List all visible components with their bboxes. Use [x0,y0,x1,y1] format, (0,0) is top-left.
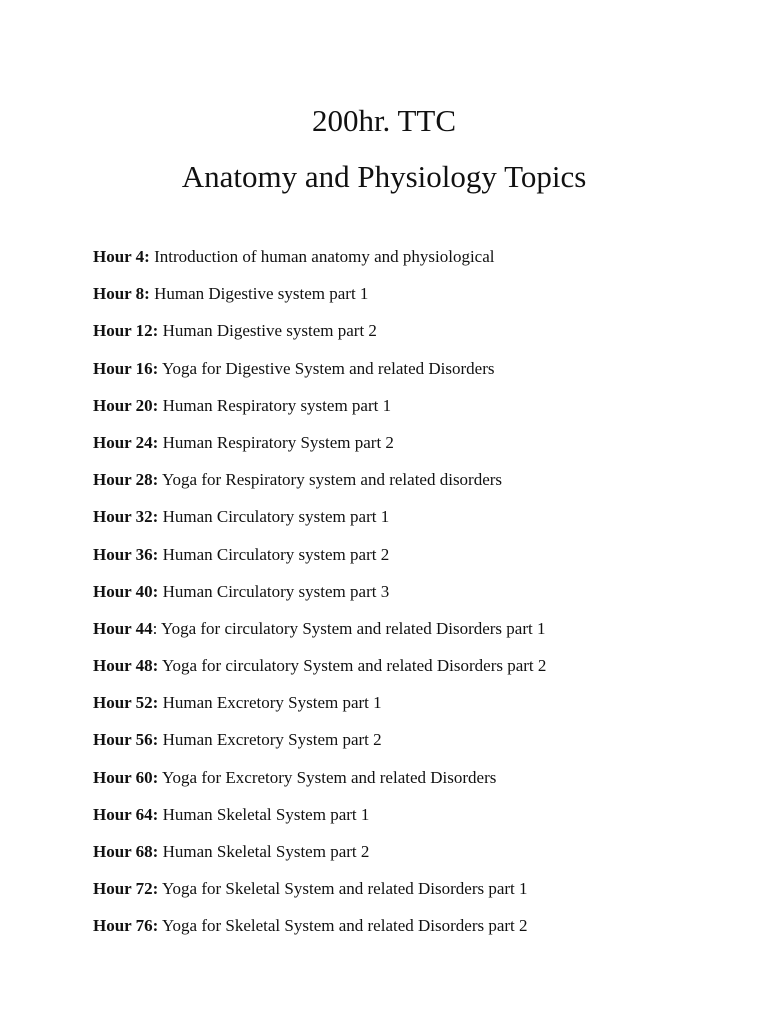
hour-label: Hour 12: [93,321,159,341]
list-item [93,729,546,766]
topic-text: Yoga for Skeletal System and related Disorders part 1 [158,879,528,899]
hour-label: Hour 8: [93,284,150,304]
hour-label: Hour 60: [93,767,159,787]
hour-label: Hour 40: [93,581,159,601]
list-item [93,655,546,692]
topic-text: Yoga for Digestive System and related Disorders [158,358,495,378]
topic-text: Yoga for Respiratory system and related disorders [158,470,503,490]
topic-text: Human Skeletal System part 2 [158,842,370,861]
hour-label: Hour 48: [93,656,159,676]
topic-text: Human Excretory System part 2 [158,730,382,750]
topic-text: Human Circulatory system part 1 [158,507,390,527]
hour-label: Hour 64: [93,804,159,824]
list-item [93,618,546,655]
page-title: 200hr. TTC [311,103,457,138]
list-item [93,506,546,543]
topic-text: Human Respiratory System part 2 [158,432,394,452]
topic-text: Yoga for Skeletal System and related Disorders part 2 [158,916,528,936]
list-item [93,320,546,357]
list-item [93,841,546,878]
hour-label: Hour 56: [93,730,159,750]
topic-text: Human Circulatory system part 2 [158,544,390,564]
list-item [93,804,546,841]
hour-separator: : [152,618,158,638]
topic-text: Human Respiratory system part 1 [158,395,392,415]
list-item [93,395,546,432]
hour-label: Hour 52: [93,693,159,713]
list-item [93,767,546,804]
page-subtitle: Anatomy and Physiology Topics [181,159,587,194]
topic-text: Human Excretory System part 1 [158,693,382,713]
hour-label: Hour 28: [93,470,159,490]
topic-text: Human Digestive system part 2 [158,321,377,341]
hour-label: Hour 4: [93,247,150,266]
list-item [93,581,546,618]
list-item [93,283,546,320]
topic-text: Human Circulatory system part 3 [158,581,390,601]
hour-label: Hour 16: [93,358,159,378]
topic-text: Yoga for Excretory System and related Disorders [158,767,497,787]
list-item [93,469,546,506]
list-item [93,358,546,395]
hour-label: Hour 24: [93,432,159,452]
list-item [93,692,546,729]
topic-text: Yoga for circulatory System and related Disorders part 1 [157,618,546,638]
topic-list [93,246,546,953]
list-item [93,246,546,283]
hour-label: Hour 36: [93,544,159,564]
hour-label: Hour 20: [93,395,159,415]
topic-text: Human Digestive system part 1 [149,284,369,304]
hour-label: Hour 44 [93,618,153,638]
list-item [93,878,546,915]
list-item [93,432,546,469]
topic-text: Yoga for circulatory System and related Disorders part 2 [158,656,547,676]
hour-label: Hour 68: [93,842,159,861]
hour-label: Hour 76: [93,916,159,936]
hour-label: Hour 72: [93,879,159,899]
topic-text: Introduction of human anatomy and physiological [149,247,495,266]
topic-text: Human Skeletal System part 1 [158,804,370,824]
list-item [93,544,546,581]
hour-label: Hour 32: [93,507,159,527]
list-item [93,915,546,952]
